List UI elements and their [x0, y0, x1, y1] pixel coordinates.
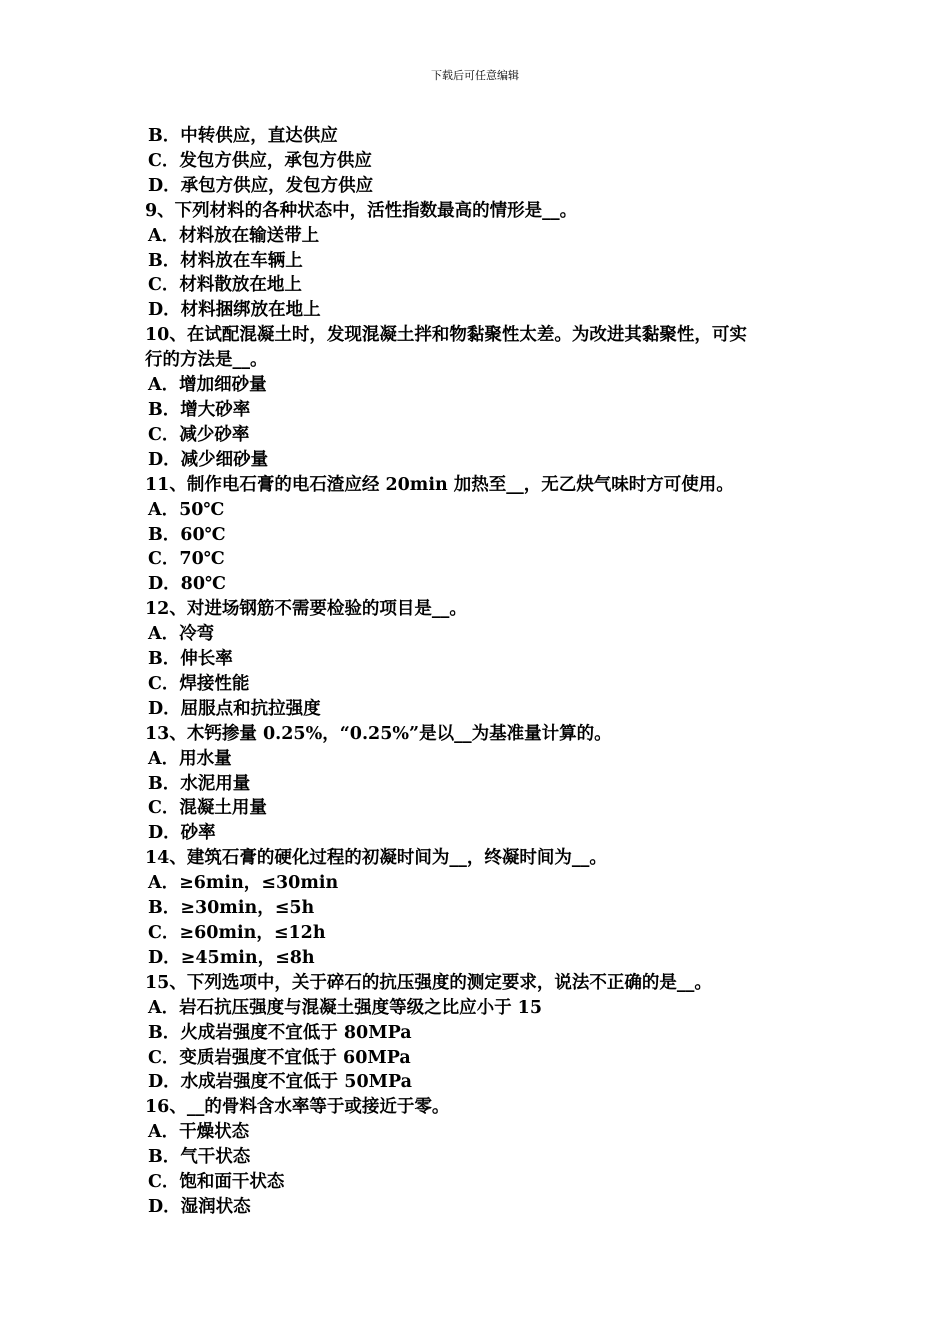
question-text: 16、__的骨料含水率等于或接近于零。 [145, 1097, 450, 1118]
answer-option: A．岩石抗压强度与混凝土强度等级之比应小于 15 [148, 997, 543, 1018]
answer-option: B．材料放在车辆上 [148, 250, 303, 271]
answer-option: D．水成岩强度不宜低于 50MPa [148, 1072, 413, 1093]
answer-option: C．材料散放在地上 [148, 275, 302, 296]
answer-option: C．70℃ [148, 549, 225, 570]
question-text: 15、下列选项中，关于碎石的抗压强度的测定要求，说法不正确的是__。 [145, 972, 712, 993]
question-text: 14、建筑石膏的硬化过程的初凝时间为__，终凝时间为__。 [145, 848, 607, 869]
question-text: 10、在试配混凝土时，发现混凝土拌和物黏聚性太差。为改进其黏聚性，可实 [145, 325, 747, 346]
answer-option: C．发包方供应，承包方供应 [148, 150, 372, 171]
answer-option: D．≥45min，≤8h [148, 947, 315, 968]
question-text: 行的方法是__。 [145, 350, 268, 371]
answer-option: D．承包方供应，发包方供应 [148, 175, 374, 196]
answer-option: B．60℃ [148, 524, 226, 545]
answer-option: A．增加细砂量 [148, 375, 267, 396]
answer-option: C．混凝土用量 [148, 798, 267, 819]
answer-option: B．增大砂率 [148, 399, 251, 420]
answer-option: A．50℃ [148, 499, 225, 520]
question-text: 11、制作电石膏的电石渣应经 20min 加热至__，无乙炔气味时方可使用。 [145, 474, 734, 495]
answer-option: B．火成岩强度不宜低于 80MPa [148, 1022, 412, 1043]
answer-option: A．用水量 [148, 748, 232, 769]
question-text: 12、对进场钢筋不需要检验的项目是__。 [145, 599, 467, 620]
answer-option: B．伸长率 [148, 649, 233, 670]
answer-option: D．减少细砂量 [148, 449, 269, 470]
answer-option: B．≥30min，≤5h [148, 898, 315, 919]
answer-option: C．≥60min，≤12h [148, 923, 326, 943]
answer-option: D．屈服点和抗拉强度 [148, 698, 321, 719]
answer-option: A．干燥状态 [148, 1122, 250, 1143]
answer-option: C．变质岩强度不宜低于 60MPa [148, 1047, 411, 1068]
question-text: 13、木钙掺量 0.25%，“0.25%”是以__为基准量计算的。 [145, 723, 612, 744]
answer-option: C．饱和面干状态 [148, 1172, 285, 1193]
answer-option: D．材料捆绑放在地上 [148, 300, 321, 321]
answer-option: A．≥6min，≤30min [148, 873, 339, 894]
answer-option: C．焊接性能 [148, 673, 250, 694]
page-header: 下载后可任意编辑 [431, 69, 519, 82]
question-text: 9、下列材料的各种状态中，活性指数最高的情形是__。 [145, 200, 578, 221]
answer-option: B．水泥用量 [148, 773, 251, 794]
answer-option: B．中转供应，直达供应 [148, 126, 338, 146]
answer-option: D．80℃ [148, 574, 226, 595]
question-list [145, 124, 810, 1220]
answer-option: D．砂率 [148, 823, 216, 844]
answer-option: A．冷弯 [148, 624, 215, 645]
answer-option: A．材料放在输送带上 [148, 225, 320, 246]
answer-option: B．气干状态 [148, 1147, 251, 1168]
answer-option: C．减少砂率 [148, 424, 250, 445]
answer-option: D．湿润状态 [148, 1196, 251, 1217]
